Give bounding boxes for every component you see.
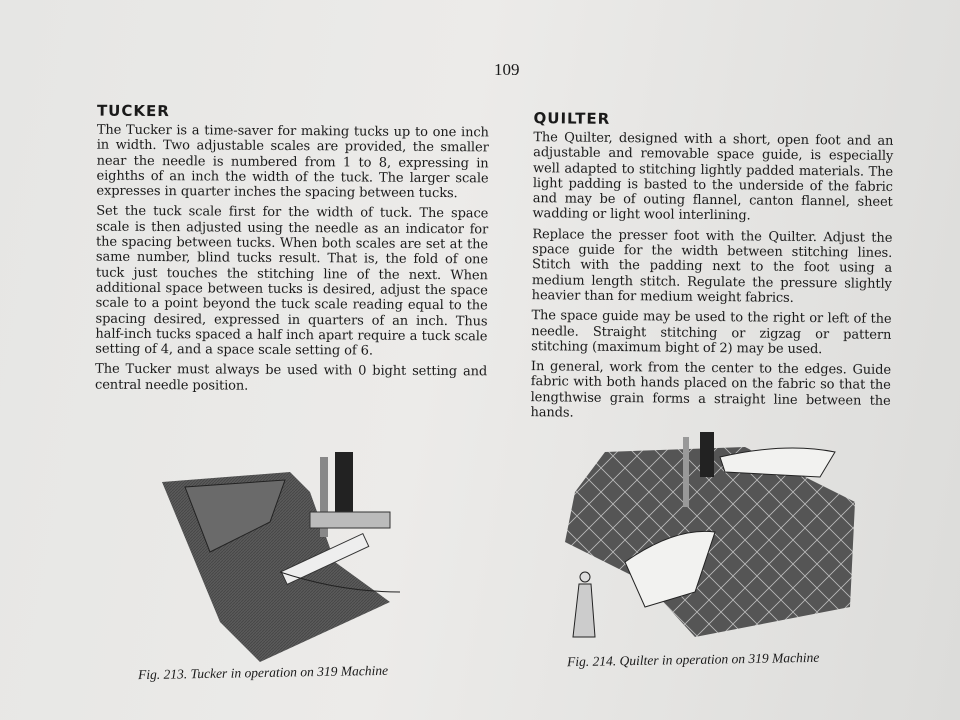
tucker-figure-caption: Fig. 213. Tucker in operation on 319 Machine	[137, 662, 389, 683]
quilter-section	[530, 109, 893, 429]
quilter-paragraph: The space guide may be used to the right or left of the needle. Straight stitching or zigzag or pattern stitching (maximum bight of 2) may be used.	[531, 308, 892, 358]
page-number: 109	[494, 60, 520, 79]
figure-woman-icon	[573, 572, 595, 637]
tucker-paragraph: Set the tuck scale first for the width of tuck. The space scale is then adjusted using the needle as an indicator for the spacing between tucks. When both scales are set at the same number, blind tucks result. That is, the fold of one tuck just touches the stitching line of the next. When additional space between tucks is desired, adjust the space scale to a point beyond the tuck scale reading equal to the spacing desired, expressed in quarters of an inch. Thus half-inch tucks spaced a half inch apart require a tuck scale setting of 4, and a space scale setting of 6.	[95, 204, 489, 359]
quilter-paragraph: Replace the presser foot with the Quilter. Adjust the space guide for the width between stitching lines. Stitch with the padding next to the foot using a medium length stitch. Regulate the pressure slightly heavier than for medium weight fabrics.	[531, 226, 893, 306]
tucker-paragraph: The Tucker must always be used with 0 bight setting and central needle position.	[95, 362, 488, 394]
tucker-illustration	[160, 452, 410, 667]
tucker-heading: TUCKER	[96, 101, 170, 121]
quilter-heading: QUILTER	[533, 109, 611, 128]
quilter-figure-caption: Fig. 214. Quilter in operation on 319 Machine	[566, 649, 820, 670]
tucker-section	[95, 102, 489, 401]
quilter-paragraph: The Quilter, designed with a short, open foot and an adjustable and removable space guide, is especially well adapted to stitching lightly padded materials. The light padding is basted to the underside of the fabric and may be of outing flannel, canton flannel, sheet wadding or light wool interlining.	[532, 130, 894, 224]
quilter-illustration	[565, 432, 865, 647]
quilter-paragraph: In general, work from the center to the edges. Guide fabric with both hands placed on the fabric so that the lengthwise grain forms a straight line between the hands.	[530, 359, 892, 421]
tucker-paragraph: The Tucker is a time-saver for making tucks up to one inch in width. Two adjustable scales are provided, the smaller near the needle is numbered from 1 to 8, expressing in eighths of an inch the width of the tuck. The larger scale expresses in quarter inches the spacing between tucks.	[96, 122, 489, 202]
